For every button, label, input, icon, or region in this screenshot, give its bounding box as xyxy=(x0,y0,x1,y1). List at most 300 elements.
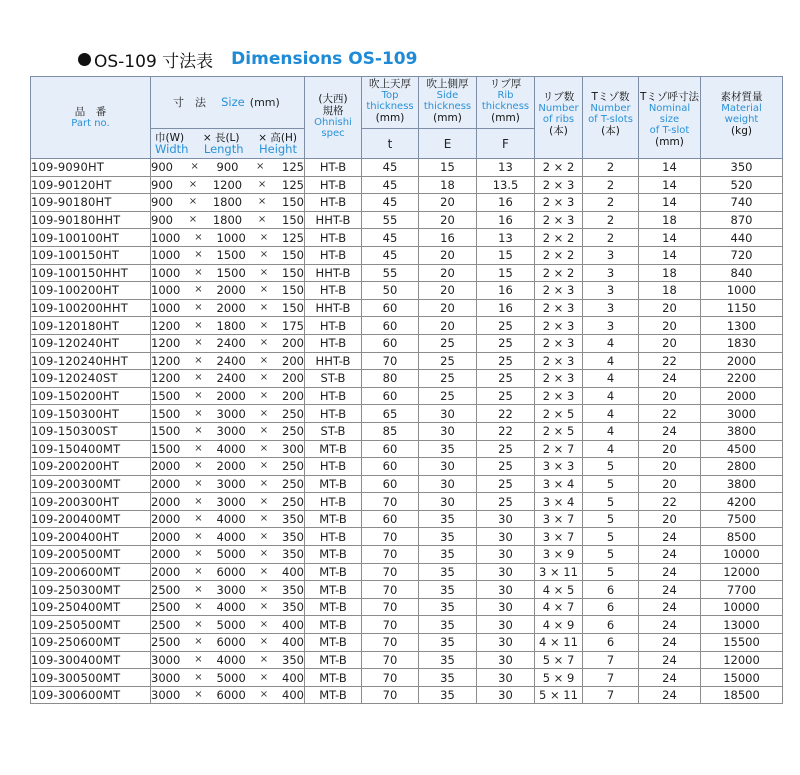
width-value: 900 xyxy=(151,213,173,228)
width-value: 1000 xyxy=(151,301,181,316)
times-sign: × xyxy=(257,214,267,226)
side-thickness-value: 20 xyxy=(419,194,477,212)
spec-value: MT-B xyxy=(305,475,362,493)
times-sign: × xyxy=(194,425,203,437)
number-of-tslots-value: 6 xyxy=(583,581,639,599)
height-value: 150 xyxy=(282,301,304,316)
number-of-ribs-value: 2 × 2 xyxy=(535,246,583,264)
size-cell xyxy=(151,616,305,634)
times-sign: × xyxy=(194,565,203,577)
height-value: 250 xyxy=(282,494,304,509)
number-of-tslots-value: 7 xyxy=(583,651,639,669)
number-of-tslots-value: 2 xyxy=(583,176,639,194)
width-value: 1000 xyxy=(151,248,181,263)
number-of-tslots-value: 6 xyxy=(583,616,639,634)
times-sign: × xyxy=(194,407,203,419)
table-row xyxy=(31,246,783,264)
part-number: 109-150400MT xyxy=(31,440,151,458)
tslot-size-value: 20 xyxy=(639,510,701,528)
height-value: 250 xyxy=(282,459,304,474)
tslot-size-value: 24 xyxy=(639,422,701,440)
number-of-ribs-value: 2 × 5 xyxy=(535,405,583,423)
number-of-ribs-value: 2 × 5 xyxy=(535,422,583,440)
tslot-size-value: 24 xyxy=(639,616,701,634)
width-value: 900 xyxy=(151,160,173,175)
side-thickness-value: 35 xyxy=(419,581,477,599)
size-cell xyxy=(151,370,305,388)
height-value: 250 xyxy=(282,424,304,439)
width-value: 2000 xyxy=(151,529,181,544)
spec-value: HT-B xyxy=(305,458,362,476)
weight-value: 4200 xyxy=(701,493,783,511)
times-sign: × xyxy=(259,407,269,419)
part-number: 109-300600MT xyxy=(31,686,151,704)
length-value: 5000 xyxy=(216,547,246,562)
times-sign: × xyxy=(194,601,203,613)
size-cell xyxy=(151,651,305,669)
weight-value: 3800 xyxy=(701,422,783,440)
times-sign: × xyxy=(257,178,267,190)
size-cell xyxy=(151,686,305,704)
top-thickness-value: 55 xyxy=(362,211,419,229)
height-value: 400 xyxy=(282,635,304,650)
header-number-of-tslots: Tミゾ数 Number of T-slots (本) xyxy=(583,77,639,159)
width-value: 1200 xyxy=(151,371,181,386)
weight-value: 2000 xyxy=(701,352,783,370)
rib-thickness-value: 30 xyxy=(477,581,535,599)
part-number: 109-100200HT xyxy=(31,282,151,300)
length-value: 1800 xyxy=(212,195,243,210)
top-thickness-value: 85 xyxy=(362,422,419,440)
top-thickness-value: 70 xyxy=(362,352,419,370)
table-row xyxy=(31,405,783,423)
part-number: 109-120240ST xyxy=(31,370,151,388)
width-value: 2500 xyxy=(151,635,181,650)
tslot-size-value: 24 xyxy=(639,634,701,652)
table-row xyxy=(31,651,783,669)
number-of-tslots-value: 5 xyxy=(583,563,639,581)
part-number: 109-200600MT xyxy=(31,563,151,581)
height-value: 150 xyxy=(282,283,304,298)
height-value: 350 xyxy=(282,582,304,597)
spec-value: MT-B xyxy=(305,440,362,458)
part-number: 109-90120HT xyxy=(31,176,151,194)
weight-value: 2800 xyxy=(701,458,783,476)
top-thickness-value: 45 xyxy=(362,246,419,264)
weight-value: 1830 xyxy=(701,334,783,352)
times-sign: × xyxy=(259,583,269,595)
times-sign: × xyxy=(194,689,203,701)
times-sign: × xyxy=(188,178,198,190)
number-of-ribs-value: 2 × 3 xyxy=(535,352,583,370)
length-value: 6000 xyxy=(216,635,246,650)
spec-value: ST-B xyxy=(305,422,362,440)
rib-thickness-value: 13 xyxy=(477,229,535,247)
number-of-tslots-value: 4 xyxy=(583,352,639,370)
size-cell xyxy=(151,194,305,212)
table-row xyxy=(31,493,783,511)
height-value: 175 xyxy=(282,318,304,333)
table-row xyxy=(31,546,783,564)
width-value: 2000 xyxy=(151,494,181,509)
spec-value: HT-B xyxy=(305,194,362,212)
times-sign: × xyxy=(188,214,198,226)
height-value: 300 xyxy=(282,441,304,456)
header-size-subcolumns: 巾(W) × 長(L) × 高(H) Width Length Height xyxy=(151,129,305,159)
table-row xyxy=(31,528,783,546)
tslot-size-value: 24 xyxy=(639,581,701,599)
height-value: 150 xyxy=(282,195,304,210)
weight-value: 440 xyxy=(701,229,783,247)
side-thickness-value: 35 xyxy=(419,598,477,616)
times-sign: × xyxy=(259,548,269,560)
tslot-size-value: 24 xyxy=(639,651,701,669)
tslot-size-value: 24 xyxy=(639,528,701,546)
weight-value: 18500 xyxy=(701,686,783,704)
table-row xyxy=(31,176,783,194)
spec-value: MT-B xyxy=(305,546,362,564)
side-thickness-value: 30 xyxy=(419,422,477,440)
weight-value: 12000 xyxy=(701,651,783,669)
number-of-ribs-value: 4 × 7 xyxy=(535,598,583,616)
part-number: 109-120240HT xyxy=(31,334,151,352)
width-value: 2000 xyxy=(151,512,181,527)
side-thickness-value: 35 xyxy=(419,440,477,458)
size-cell xyxy=(151,352,305,370)
number-of-tslots-value: 5 xyxy=(583,475,639,493)
times-sign: × xyxy=(259,319,269,331)
top-thickness-value: 70 xyxy=(362,598,419,616)
header-size: 寸 法 Size (mm) xyxy=(151,77,305,129)
part-number: 109-250400MT xyxy=(31,598,151,616)
header-ohnishi-spec: (大西) 規格 Ohnishi spec xyxy=(305,77,362,159)
weight-value: 2000 xyxy=(701,387,783,405)
top-thickness-value: 55 xyxy=(362,264,419,282)
size-cell xyxy=(151,422,305,440)
rib-thickness-value: 25 xyxy=(477,317,535,335)
tslot-size-value: 24 xyxy=(639,669,701,687)
weight-value: 870 xyxy=(701,211,783,229)
header-top-symbol: t xyxy=(362,129,419,159)
part-number: 109-200500MT xyxy=(31,546,151,564)
size-cell xyxy=(151,405,305,423)
spec-value: HT-B xyxy=(305,229,362,247)
times-sign: × xyxy=(194,284,203,296)
side-thickness-value: 25 xyxy=(419,352,477,370)
width-value: 2000 xyxy=(151,459,181,474)
side-thickness-value: 25 xyxy=(419,334,477,352)
side-thickness-value: 16 xyxy=(419,229,477,247)
side-thickness-value: 30 xyxy=(419,493,477,511)
table-row xyxy=(31,510,783,528)
length-value: 1500 xyxy=(216,248,246,263)
side-thickness-value: 35 xyxy=(419,669,477,687)
part-number: 109-100200HHT xyxy=(31,299,151,317)
size-cell xyxy=(151,159,305,177)
header-side-thickness: 吹上側厚 Side thickness (mm) xyxy=(419,77,477,129)
part-number: 109-250500MT xyxy=(31,616,151,634)
number-of-ribs-value: 5 × 7 xyxy=(535,651,583,669)
weight-value: 8500 xyxy=(701,528,783,546)
spec-value: HT-B xyxy=(305,317,362,335)
header-side-symbol: E xyxy=(419,129,477,159)
weight-value: 740 xyxy=(701,194,783,212)
number-of-tslots-value: 7 xyxy=(583,669,639,687)
weight-value: 350 xyxy=(701,159,783,177)
length-value: 900 xyxy=(216,160,239,175)
width-value: 2000 xyxy=(151,547,181,562)
weight-value: 3000 xyxy=(701,405,783,423)
length-value: 3000 xyxy=(216,582,246,597)
height-value: 150 xyxy=(282,265,304,280)
times-sign: × xyxy=(259,689,269,701)
top-thickness-value: 45 xyxy=(362,159,419,177)
tslot-size-value: 14 xyxy=(639,176,701,194)
number-of-ribs-value: 4 × 5 xyxy=(535,581,583,599)
weight-value: 15500 xyxy=(701,634,783,652)
table-row xyxy=(31,598,783,616)
weight-value: 2200 xyxy=(701,370,783,388)
times-sign: × xyxy=(259,302,269,314)
table-row xyxy=(31,634,783,652)
length-value: 4000 xyxy=(216,600,246,615)
number-of-tslots-value: 2 xyxy=(583,229,639,247)
spec-value: HT-B xyxy=(305,159,362,177)
length-value: 3000 xyxy=(216,406,246,421)
title-japanese: OS-109 寸法表 xyxy=(94,51,214,72)
table-row xyxy=(31,352,783,370)
height-value: 250 xyxy=(282,476,304,491)
table-row xyxy=(31,475,783,493)
number-of-tslots-value: 5 xyxy=(583,546,639,564)
size-cell xyxy=(151,282,305,300)
times-sign: × xyxy=(194,513,203,525)
table-row xyxy=(31,458,783,476)
side-thickness-value: 25 xyxy=(419,387,477,405)
times-sign: × xyxy=(194,319,203,331)
size-cell xyxy=(151,176,305,194)
side-thickness-value: 20 xyxy=(419,282,477,300)
table-row xyxy=(31,686,783,704)
table-row xyxy=(31,282,783,300)
times-sign: × xyxy=(190,161,199,173)
side-thickness-value: 18 xyxy=(419,176,477,194)
size-cell xyxy=(151,475,305,493)
times-sign: × xyxy=(259,653,269,665)
number-of-ribs-value: 4 × 9 xyxy=(535,616,583,634)
width-value: 1000 xyxy=(151,265,181,280)
top-thickness-value: 70 xyxy=(362,669,419,687)
rib-thickness-value: 30 xyxy=(477,616,535,634)
height-value: 250 xyxy=(282,406,304,421)
size-cell xyxy=(151,211,305,229)
side-thickness-value: 30 xyxy=(419,405,477,423)
spec-value: HHT-B xyxy=(305,352,362,370)
side-thickness-value: 20 xyxy=(419,299,477,317)
top-thickness-value: 60 xyxy=(362,334,419,352)
tslot-size-value: 14 xyxy=(639,159,701,177)
length-value: 1000 xyxy=(216,230,246,245)
side-thickness-value: 20 xyxy=(419,317,477,335)
size-cell xyxy=(151,581,305,599)
height-value: 350 xyxy=(282,547,304,562)
rib-thickness-value: 15 xyxy=(477,264,535,282)
weight-value: 12000 xyxy=(701,563,783,581)
header-part-no: 品 番 Part no. xyxy=(31,77,151,159)
table-row xyxy=(31,669,783,687)
length-value: 3000 xyxy=(216,476,246,491)
rib-thickness-value: 13.5 xyxy=(477,176,535,194)
length-value: 2000 xyxy=(216,389,246,404)
part-number: 109-200300HT xyxy=(31,493,151,511)
side-thickness-value: 30 xyxy=(419,475,477,493)
times-sign: × xyxy=(194,530,203,542)
weight-value: 3800 xyxy=(701,475,783,493)
width-value: 1500 xyxy=(151,406,181,421)
spec-value: MT-B xyxy=(305,563,362,581)
rib-thickness-value: 16 xyxy=(477,299,535,317)
side-thickness-value: 35 xyxy=(419,510,477,528)
size-cell xyxy=(151,334,305,352)
times-sign: × xyxy=(259,284,269,296)
number-of-tslots-value: 4 xyxy=(583,422,639,440)
size-cell xyxy=(151,299,305,317)
spec-value: HHT-B xyxy=(305,264,362,282)
spec-value: HT-B xyxy=(305,334,362,352)
spec-value: HT-B xyxy=(305,176,362,194)
times-sign: × xyxy=(259,266,269,278)
top-thickness-value: 70 xyxy=(362,634,419,652)
weight-value: 840 xyxy=(701,264,783,282)
times-sign: × xyxy=(194,671,203,683)
width-value: 1500 xyxy=(151,389,181,404)
spec-value: MT-B xyxy=(305,651,362,669)
height-value: 200 xyxy=(282,353,304,368)
part-number: 109-120180HT xyxy=(31,317,151,335)
dimensions-table xyxy=(30,76,783,704)
rib-thickness-value: 13 xyxy=(477,159,535,177)
width-value: 900 xyxy=(151,195,173,210)
rib-thickness-value: 25 xyxy=(477,440,535,458)
number-of-ribs-value: 2 × 7 xyxy=(535,440,583,458)
side-thickness-value: 35 xyxy=(419,546,477,564)
length-value: 2400 xyxy=(216,371,246,386)
number-of-tslots-value: 3 xyxy=(583,246,639,264)
tslot-size-value: 24 xyxy=(639,370,701,388)
times-sign: × xyxy=(259,337,269,349)
times-sign: × xyxy=(259,495,269,507)
weight-value: 4500 xyxy=(701,440,783,458)
part-number: 109-90180HHT xyxy=(31,211,151,229)
number-of-ribs-value: 2 × 3 xyxy=(535,211,583,229)
width-value: 3000 xyxy=(151,670,181,685)
width-value: 1000 xyxy=(151,283,181,298)
times-sign: × xyxy=(259,671,269,683)
height-value: 125 xyxy=(282,230,304,245)
length-value: 3000 xyxy=(216,494,246,509)
tslot-size-value: 22 xyxy=(639,493,701,511)
size-cell xyxy=(151,546,305,564)
times-sign: × xyxy=(194,548,203,560)
part-number: 109-100100HT xyxy=(31,229,151,247)
top-thickness-value: 60 xyxy=(362,387,419,405)
top-thickness-value: 70 xyxy=(362,528,419,546)
number-of-ribs-value: 4 × 11 xyxy=(535,634,583,652)
height-value: 400 xyxy=(282,688,304,703)
size-cell xyxy=(151,317,305,335)
part-number: 109-200400HT xyxy=(31,528,151,546)
times-sign: × xyxy=(259,477,269,489)
times-sign: × xyxy=(259,354,269,366)
number-of-tslots-value: 5 xyxy=(583,510,639,528)
side-thickness-value: 20 xyxy=(419,264,477,282)
size-cell xyxy=(151,634,305,652)
number-of-ribs-value: 2 × 3 xyxy=(535,370,583,388)
number-of-tslots-value: 3 xyxy=(583,264,639,282)
length-value: 5000 xyxy=(216,670,246,685)
times-sign: × xyxy=(194,653,203,665)
size-cell xyxy=(151,493,305,511)
tslot-size-value: 14 xyxy=(639,246,701,264)
part-number: 109-150300ST xyxy=(31,422,151,440)
weight-value: 10000 xyxy=(701,598,783,616)
size-cell xyxy=(151,510,305,528)
rib-thickness-value: 16 xyxy=(477,282,535,300)
width-value: 1500 xyxy=(151,424,181,439)
length-value: 1800 xyxy=(216,318,246,333)
number-of-tslots-value: 6 xyxy=(583,598,639,616)
number-of-ribs-value: 3 × 4 xyxy=(535,475,583,493)
part-number: 109-250300MT xyxy=(31,581,151,599)
table-row xyxy=(31,211,783,229)
height-value: 125 xyxy=(282,177,304,192)
height-value: 150 xyxy=(282,213,304,228)
header-number-of-ribs: リブ数 Number of ribs (本) xyxy=(535,77,583,159)
number-of-tslots-value: 2 xyxy=(583,159,639,177)
times-sign: × xyxy=(259,565,269,577)
weight-value: 10000 xyxy=(701,546,783,564)
spec-value: HT-B xyxy=(305,387,362,405)
size-cell xyxy=(151,264,305,282)
part-number: 109-9090HT xyxy=(31,159,151,177)
number-of-tslots-value: 7 xyxy=(583,686,639,704)
part-number: 109-300500MT xyxy=(31,669,151,687)
size-cell xyxy=(151,528,305,546)
tslot-size-value: 20 xyxy=(639,334,701,352)
part-number: 109-100150HT xyxy=(31,246,151,264)
top-thickness-value: 60 xyxy=(362,510,419,528)
top-thickness-value: 70 xyxy=(362,546,419,564)
weight-value: 1150 xyxy=(701,299,783,317)
number-of-ribs-value: 2 × 3 xyxy=(535,317,583,335)
number-of-ribs-value: 3 × 3 xyxy=(535,458,583,476)
rib-thickness-value: 25 xyxy=(477,370,535,388)
top-thickness-value: 70 xyxy=(362,686,419,704)
length-value: 5000 xyxy=(216,617,246,632)
times-sign: × xyxy=(194,618,203,630)
tslot-size-value: 22 xyxy=(639,405,701,423)
spec-value: MT-B xyxy=(305,686,362,704)
number-of-ribs-value: 5 × 11 xyxy=(535,686,583,704)
times-sign: × xyxy=(194,636,203,648)
spec-value: MT-B xyxy=(305,510,362,528)
times-sign: × xyxy=(259,513,269,525)
table-row xyxy=(31,616,783,634)
length-value: 2000 xyxy=(216,459,246,474)
table-row xyxy=(31,264,783,282)
height-value: 400 xyxy=(282,564,304,579)
tslot-size-value: 20 xyxy=(639,387,701,405)
